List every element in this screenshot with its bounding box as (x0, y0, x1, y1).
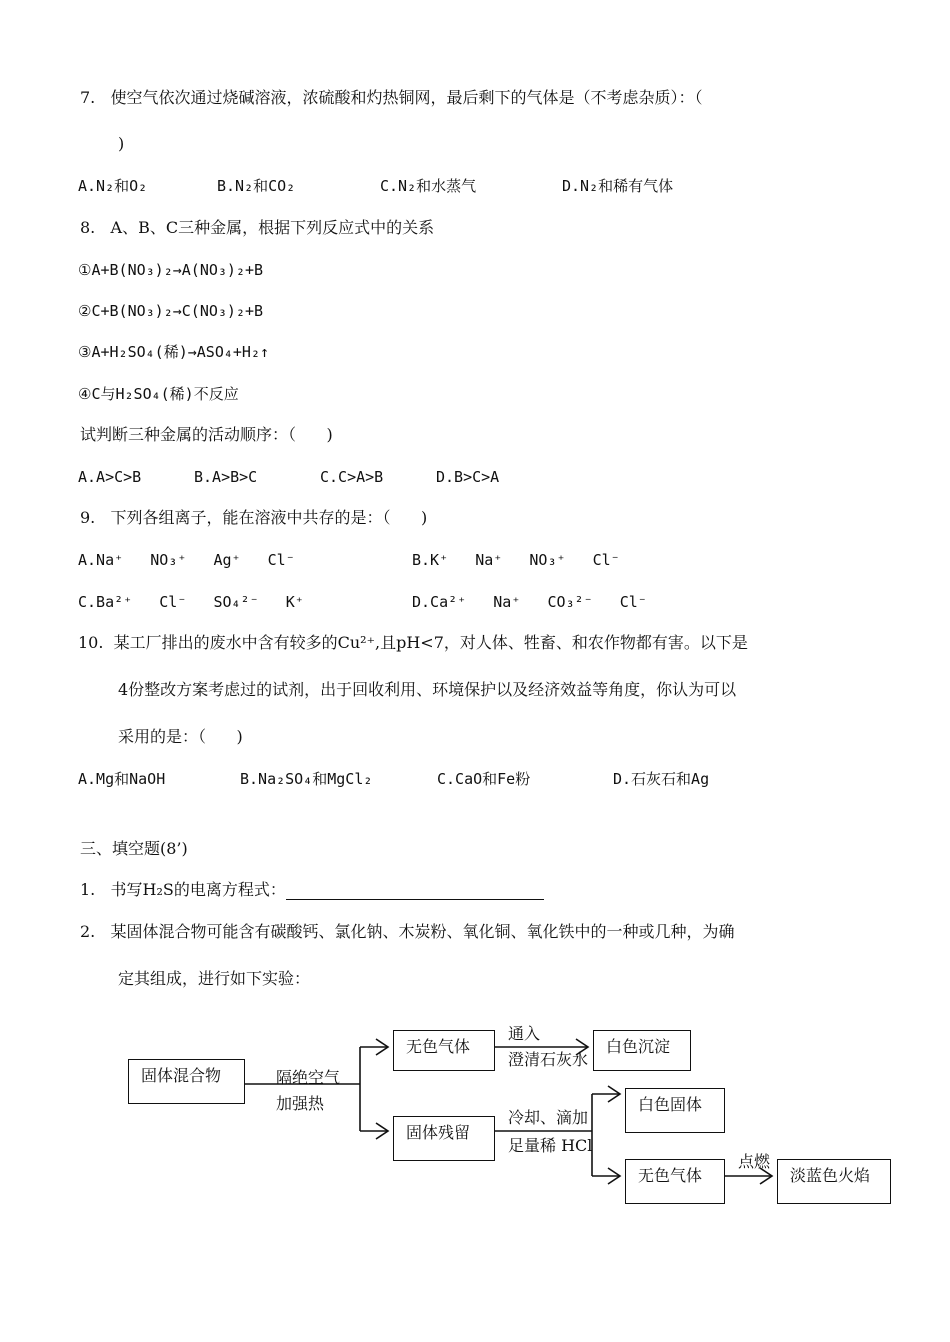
q7-option-a: A.N₂和O₂ (78, 177, 148, 195)
q8-stem: 8. A、B、C三种金属，根据下列反应式中的关系 (80, 218, 435, 237)
flow-box-gas2: 无色气体 (625, 1159, 725, 1204)
q9-stem: 9. 下列各组离子，能在溶液中共存的是：（ ) (80, 508, 428, 527)
s3-q2-line-1: 2. 某固体混合物可能含有碳酸钙、氯化钠、木炭粉、氧化铜、氧化铁中的一种或几种，为确 (80, 922, 735, 941)
q7-option-d: D.N₂和稀有气体 (562, 177, 674, 195)
q10-line-2: 4份整改方案考虑过的试剂，出于回收利用、环境保护以及经济效益等角度，你认为可以 (118, 680, 737, 699)
q8-reaction-4: ④C与H₂SO₄(稀)不反应 (78, 385, 239, 403)
q8-option-b: B.A>B>C (194, 468, 258, 486)
flow-box-residue: 固体残留 (393, 1116, 495, 1161)
q8-ask: 试判断三种金属的活动顺序：（ ) (80, 425, 333, 444)
flow-box-precipitate: 白色沉淀 (593, 1030, 691, 1071)
q9-option-b: B.K⁺ Na⁺ NO₃⁺ Cl⁻ (412, 551, 620, 569)
q8-option-d: D.B>C>A (436, 468, 500, 486)
q8-option-a: A.A>C>B (78, 468, 142, 486)
q7-paren: ) (118, 134, 125, 153)
flow-box-start: 固体混合物 (128, 1059, 245, 1104)
flow-cond2-bottom: 澄清石灰水 (508, 1050, 589, 1069)
q10-line-1: 10. 某工厂排出的废水中含有较多的Cu²⁺,且pH<7，对人体、牲畜、和农作物都有害。以下是 (78, 633, 748, 652)
s3-q1-text: 1. 书写H₂S的电离方程式： (80, 880, 286, 899)
q7-option-b: B.N₂和CO₂ (217, 177, 296, 195)
q7-option-c: C.N₂和水蒸气 (380, 177, 477, 195)
q8-reaction-3: ③A+H₂SO₄(稀)→ASO₄+H₂↑ (78, 343, 270, 361)
q10-option-b: B.Na₂SO₄和MgCl₂ (240, 770, 373, 788)
flow-cond1-top: 隔绝空气 (276, 1068, 341, 1087)
q8-option-c: C.C>A>B (320, 468, 384, 486)
q10-option-c: C.CaO和Fe粉 (437, 770, 531, 788)
q9-option-c: C.Ba²⁺ Cl⁻ SO₄²⁻ K⁺ (78, 593, 304, 611)
flow-cond3-bottom: 足量稀 HCl (508, 1136, 593, 1155)
flow-box-flame: 淡蓝色火焰 (777, 1159, 891, 1204)
flow-box-gas1: 无色气体 (393, 1030, 495, 1071)
flow-cond1-bottom: 加强热 (276, 1094, 325, 1113)
flow-cond3-top: 冷却、滴加 (508, 1108, 589, 1127)
q10-option-a: A.Mg和NaOH (78, 770, 166, 788)
section-3-title: 三、填空题(8’) (80, 839, 188, 858)
q8-reaction-1: ①A+B(NO₃)₂→A(NO₃)₂+B (78, 261, 264, 279)
flow-cond2-top: 通入 (508, 1024, 541, 1043)
q7-stem: 7. 使空气依次通过烧碱溶液，浓硫酸和灼热铜网，最后剩下的气体是（不考虑杂质）：（ (80, 88, 703, 107)
s3-q2-line-2: 定其组成，进行如下实验： (118, 969, 311, 988)
q10-line-3: 采用的是：（ ) (118, 727, 243, 746)
q8-reaction-2: ②C+B(NO₃)₂→C(NO₃)₂+B (78, 302, 264, 320)
flow-cond4: 点燃 (738, 1152, 771, 1171)
flow-box-white-solid: 白色固体 (625, 1088, 725, 1133)
q9-option-a: A.Na⁺ NO₃⁺ Ag⁺ Cl⁻ (78, 551, 295, 569)
q10-option-d: D.石灰石和Ag (613, 770, 710, 788)
q9-option-d: D.Ca²⁺ Na⁺ CO₃²⁻ Cl⁻ (412, 593, 647, 611)
